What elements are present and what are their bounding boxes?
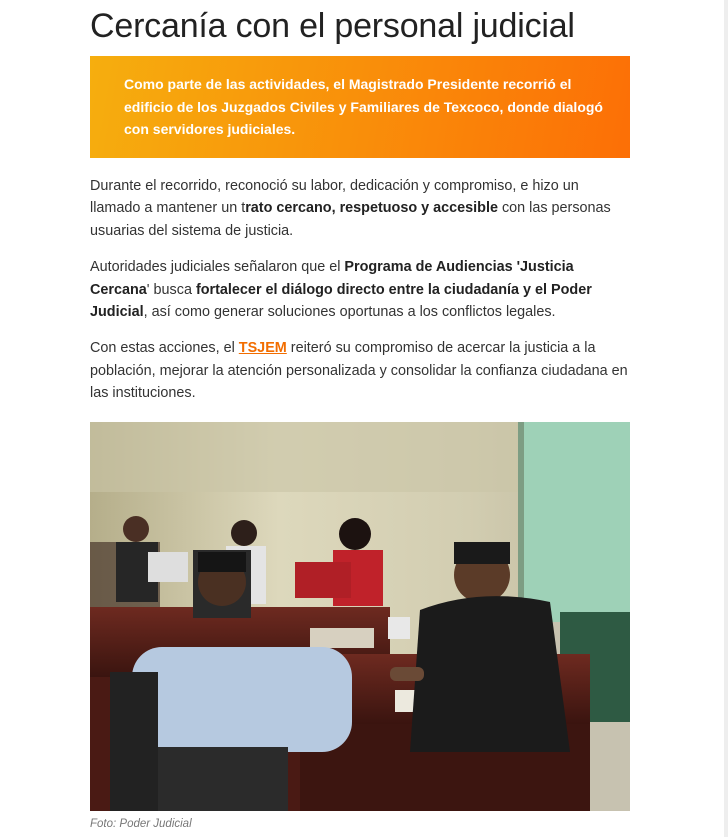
p1-text-end: con las personas usuarias del sistema de justicia. [90, 200, 611, 239]
p2-program-name: Programa de Audiencias 'Justicia Cercana [90, 259, 574, 298]
photo-caption: Foto: Poder Judicial [90, 817, 192, 830]
article-title: Cercanía con el personal judicial [90, 7, 575, 45]
p1-bold: rato cercano, respetuoso y accesible [245, 200, 498, 217]
scrollbar-track[interactable] [724, 0, 728, 837]
article [90, 0, 630, 830]
lead-box: Como parte de las actividades, el Magistrado Presidente recorrió el edificio de los Juzgados Civiles y Familiares de Texcoco, donde dialogó con servidores judiciales. [90, 56, 630, 158]
p2-bold: fortalecer el diálogo directo entre la ciudadanía y el Poder Judicial [90, 281, 592, 321]
p1-t: t [241, 200, 246, 217]
tsjem-link[interactable]: TSJEM [238, 340, 287, 357]
p3-text-end: reiteró su compromiso de acercar la justicia a la población, mejorar la atención personalizada y consolidar la confianza ciudadana en las instituciones. [90, 340, 628, 402]
article-photo [90, 422, 630, 811]
paragraph-2 [90, 256, 630, 323]
p2-text-end: , así como generar soluciones oportunas a los conflictos legales. [143, 304, 556, 321]
p2-text: Autoridades judiciales señalaron que el [90, 259, 345, 276]
paragraph-3 [90, 337, 630, 404]
paragraph-1 [90, 175, 630, 242]
p1-text: Durante el recorrido, reconoció su labor, dedicación y compromiso, e hizo un llamado a mantener un [90, 178, 579, 217]
p3-text: Con estas acciones, el [90, 340, 239, 357]
p2-text-mid: ' busca [146, 281, 196, 298]
